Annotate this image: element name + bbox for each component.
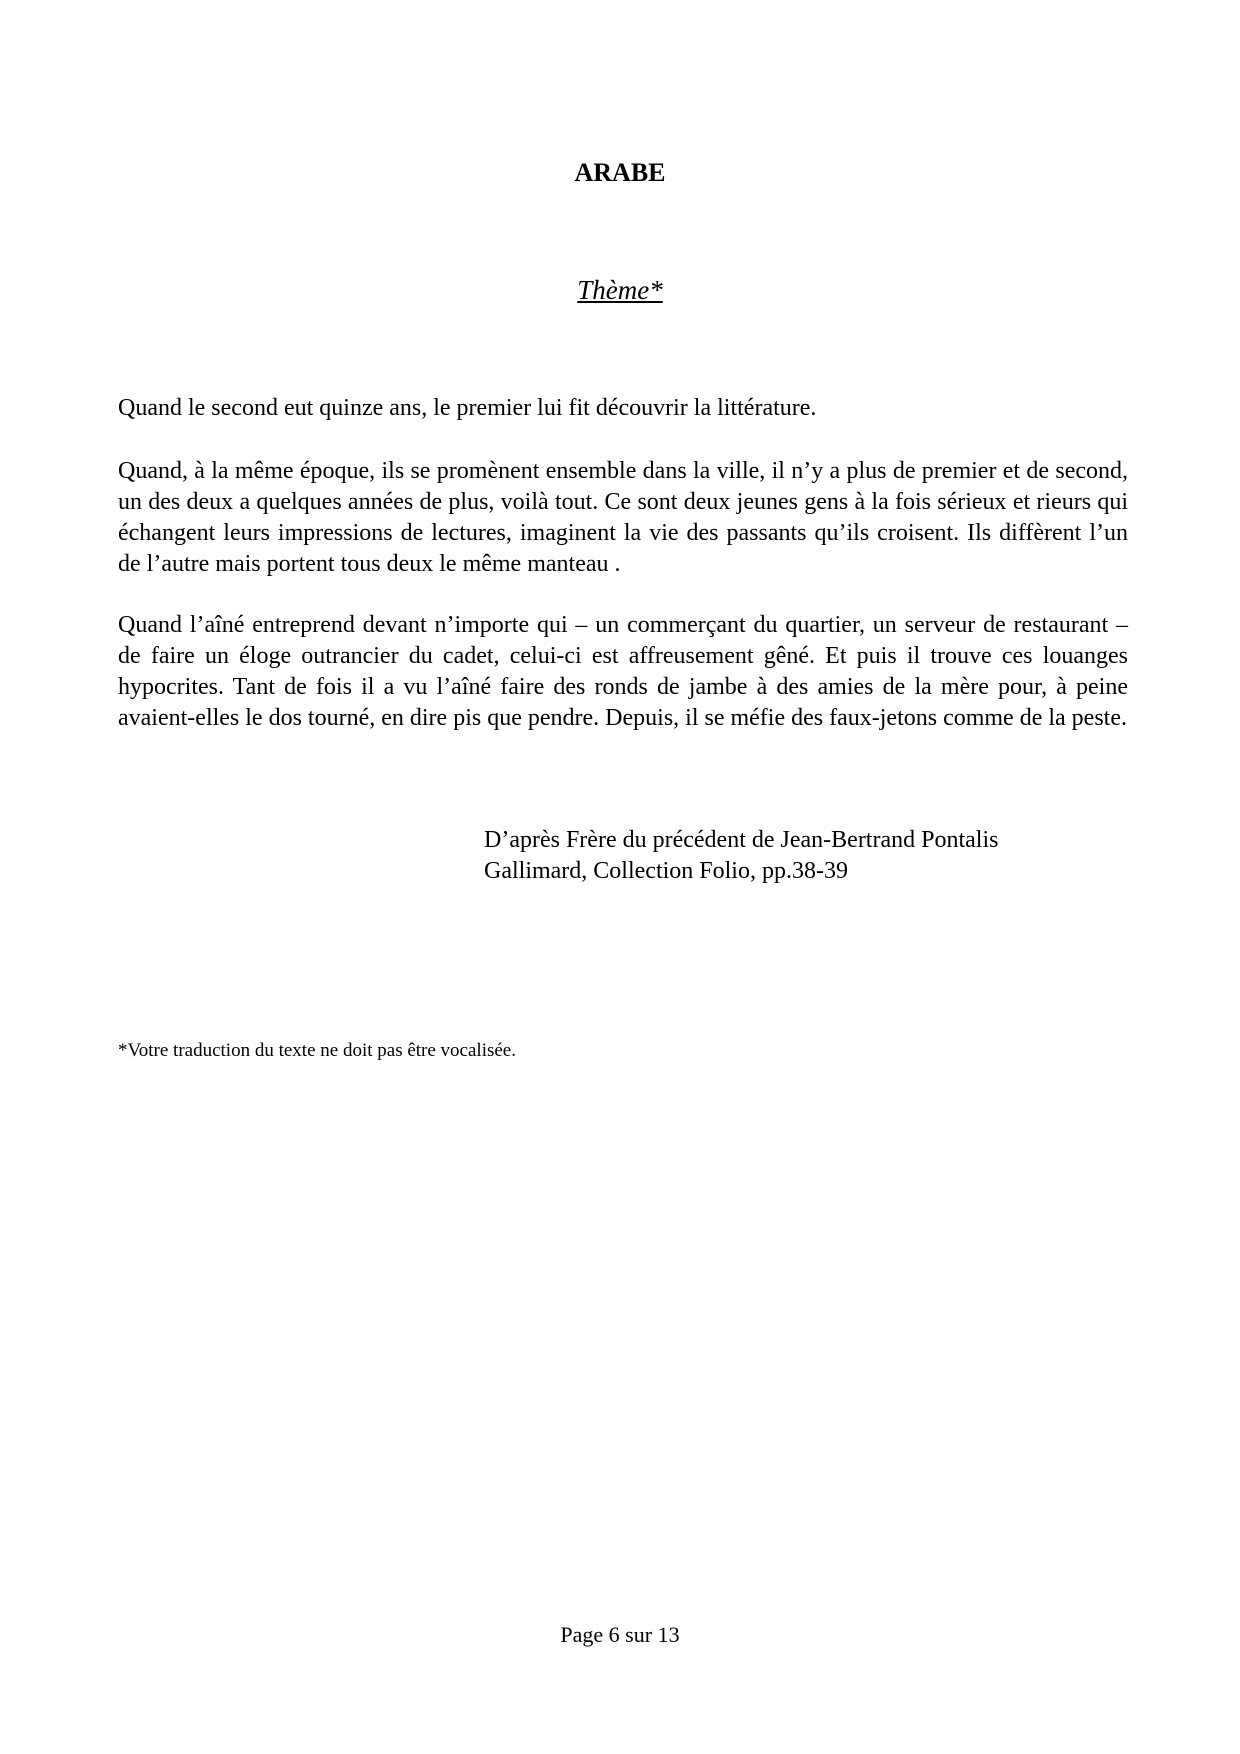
source-citation xyxy=(484,825,998,887)
footnote: *Votre traduction du texte ne doit pas être vocalisée. xyxy=(118,1040,516,1061)
paragraph-1: Quand le second eut quinze ans, le premier lui fit découvrir la littérature. xyxy=(118,395,817,421)
section-subtitle: Thème* xyxy=(577,275,663,305)
page-number: Page 6 sur 13 xyxy=(560,1622,680,1647)
paragraph-2: Quand, à la même époque, ils se promènent ensemble dans la ville, il n’y a plus de premier et de second, un des deux a quelques années de plus, voilà tout. Ce sont deux jeunes gens à la fois sérieux et rieurs qui échangent leurs impressions de lectures, imaginent la vie des passants qu’ils croisent. Ils diffèrent l’un de l’autre mais portent tous deux le même manteau . xyxy=(118,458,1128,577)
paragraph-3: Quand l’aîné entreprend devant n’importe qui – un commerçant du quartier, un serveur de restaurant – de faire un éloge outrancier du cadet, celui-ci est affreusement gêné. Et puis il trouve ces louanges hypocrites. Tant de fois il a vu l’aîné faire des ronds de jambe à des amies de la mère pour, à peine avaient-elles le dos tourné, en dire pis que pendre. Depuis, il se méfie des faux-jetons comme de la peste. xyxy=(118,612,1128,731)
source-line-publisher: Gallimard, Collection Folio, pp.38-39 xyxy=(484,858,848,884)
source-line-author: D’après Frère du précédent de Jean-Bertrand Pontalis xyxy=(484,827,999,853)
page-title: ARABE xyxy=(574,158,666,187)
